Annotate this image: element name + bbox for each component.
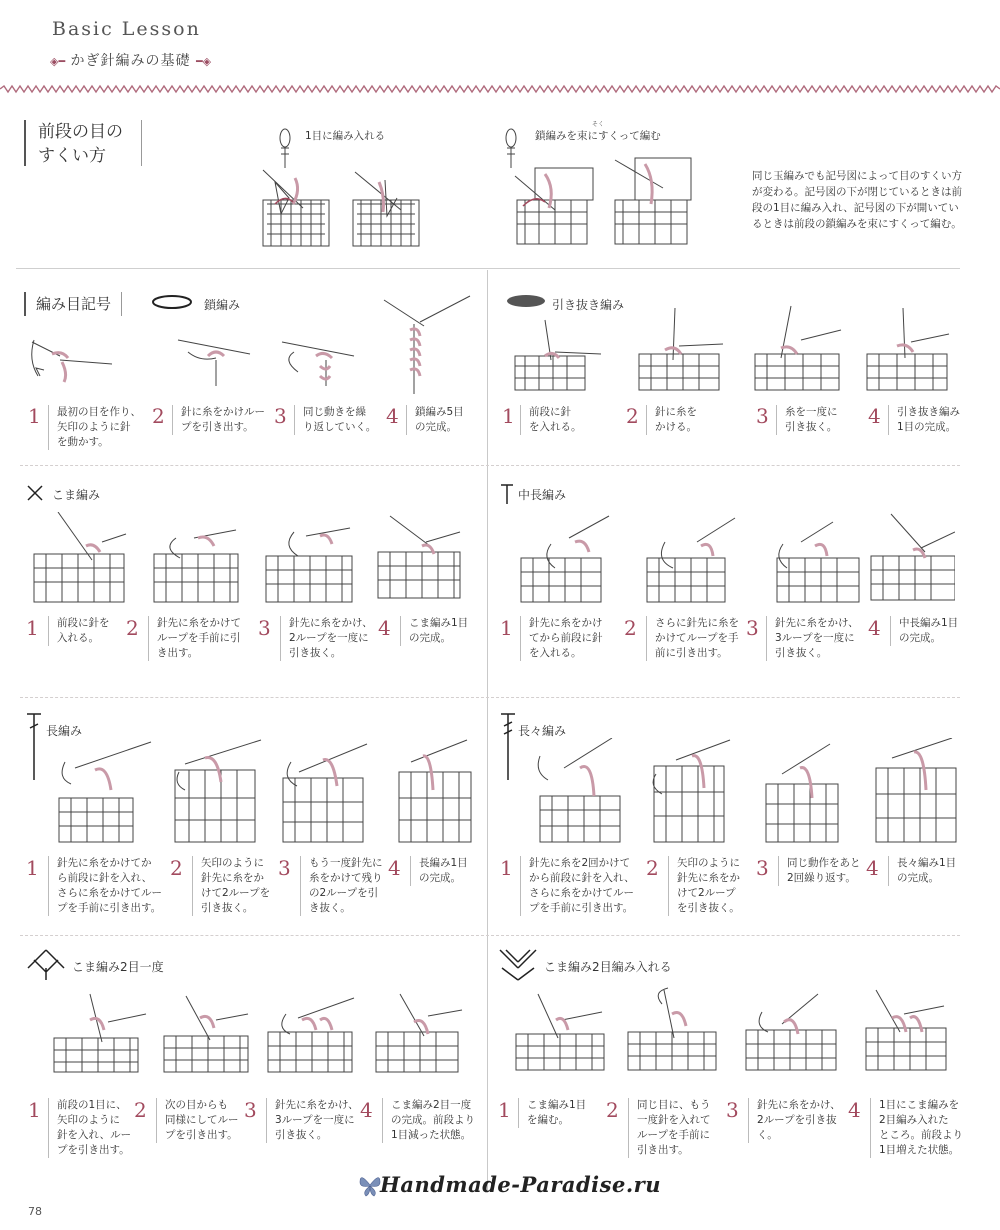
step-text (888, 856, 977, 886)
step-number: 1 (28, 1098, 41, 1122)
step-text (172, 405, 271, 435)
step-text (148, 616, 257, 661)
step-line: 1目減った状態。 (391, 1129, 472, 1141)
step-line: 引き抜く。 (275, 1129, 328, 1141)
step-line: けて2ループを (201, 887, 271, 899)
sc-increase-symbol-icon (498, 948, 538, 982)
step-number: 4 (360, 1098, 373, 1122)
section-title: こま編み2目一度 (72, 960, 164, 974)
step-number: 4 (386, 404, 399, 428)
watermark: Handmade-Paradise.ru (380, 1172, 661, 1197)
step-number: 4 (868, 616, 881, 640)
step-text (520, 405, 609, 435)
intro-caption-text: 鎖編みを束にすくって編む (535, 130, 661, 142)
section-title: 中長編み (518, 488, 567, 502)
intro-caption-chain-space (535, 128, 661, 143)
step-line: を編む。 (527, 1114, 569, 1126)
step-line: 針先に糸をかけ、 (289, 617, 373, 629)
step-text (668, 856, 757, 916)
step-line: 同じ動きを繰 (303, 406, 366, 418)
step-line: 引き抜く。 (201, 902, 254, 914)
step-text (518, 1098, 607, 1128)
double-crochet-illustrations (55, 738, 475, 846)
step-number: 2 (606, 1098, 619, 1122)
step-number: 3 (244, 1098, 257, 1122)
step-line: 次の目からも (165, 1099, 228, 1111)
step-line: 中長編み1目 (899, 617, 959, 629)
row-divider (20, 697, 960, 698)
step-line: こま編み1目 (527, 1099, 587, 1111)
step-line: 引き抜く。 (785, 421, 838, 433)
step-line: かける。 (655, 421, 697, 433)
page-number: 78 (28, 1205, 42, 1218)
step-line: ら前段に針を入れ、 (57, 872, 153, 884)
step-line: を引き抜く。 (677, 902, 740, 914)
slip-stitch-illustrations (505, 300, 955, 400)
step-line: プを引き出す。 (165, 1129, 238, 1141)
step-line: 引き抜く。 (289, 647, 342, 659)
step-number: 1 (28, 404, 41, 428)
step-line: 最初の目を作り、 (57, 406, 141, 418)
step-line: 一度針を入れて (637, 1114, 711, 1126)
step-text (48, 856, 171, 916)
step-line: けて2ループ (677, 887, 736, 899)
double-crochet-symbol-icon (26, 712, 42, 782)
step-number: 3 (756, 856, 769, 880)
step-number: 1 (500, 616, 513, 640)
step-text (748, 1098, 853, 1143)
step-line: 糸をかけて残り (309, 872, 383, 884)
step-number: 1 (500, 856, 513, 880)
step-line: 針先に糸をかけ、 (275, 1099, 359, 1111)
step-line: 針に糸をかけルー (181, 406, 265, 418)
step-text (48, 616, 137, 646)
step-text (646, 405, 735, 435)
step-line: 針先に糸をかけてか (57, 857, 152, 869)
step-number: 2 (152, 404, 165, 428)
intro-note-line: るときは前段の鎖編みを束にすくって編む。 (752, 218, 962, 230)
step-number: 3 (278, 856, 291, 880)
step-number: 2 (626, 404, 639, 428)
butterfly-icon (358, 1172, 382, 1198)
step-line: 同じ目に、もう (637, 1099, 711, 1111)
step-line: の2ループを引 (309, 887, 379, 899)
sc2tog-symbol-icon (26, 948, 66, 982)
step-line: き出す。 (157, 647, 199, 659)
step-line: の完成。 (409, 632, 451, 644)
step-text (778, 856, 871, 886)
step-line: プを引き出す。 (57, 1144, 130, 1156)
step-number: 4 (848, 1098, 861, 1122)
step-text (48, 405, 147, 450)
step-text (266, 1098, 367, 1143)
step-line: 2ループを引き抜く。 (757, 1114, 837, 1141)
step-text (776, 405, 865, 435)
step-line: さらに糸をかけてルー (529, 887, 634, 899)
intro-caption-one-stitch: 1目に編み入れる (305, 130, 386, 142)
step-line: てから前段に針 (529, 632, 603, 644)
step-text (410, 856, 489, 886)
step-line: 2目編み入れた (879, 1114, 949, 1126)
intro-title-line2: すくい方 (38, 146, 106, 166)
step-line: の完成。前段より (391, 1114, 475, 1126)
step-line: 針先に糸をかけて (157, 617, 241, 629)
step-line: 針先に糸をかけ (529, 617, 603, 629)
step-line: プを手前に引き出す。 (57, 902, 162, 914)
ornament-icon: ◈━ (50, 55, 66, 68)
step-line: 引き出す。 (637, 1144, 689, 1156)
intro-note (752, 168, 982, 232)
step-line: もう一度針先に (309, 857, 383, 869)
step-text (280, 616, 385, 661)
step-text (406, 405, 485, 435)
step-text (646, 616, 751, 661)
step-number: 2 (624, 616, 637, 640)
step-text (156, 1098, 247, 1143)
step-line: さらに針先に糸を (655, 617, 739, 629)
section-title: 長編み (46, 724, 83, 738)
step-line: を入れる。 (529, 647, 582, 659)
step-line: 針に糸を (655, 406, 697, 418)
intro-title-line1: 前段の目の (38, 122, 123, 142)
step-number: 2 (170, 856, 183, 880)
step-line: 長々編み1目 (897, 857, 957, 869)
step-line: 針先に糸をか (201, 872, 264, 884)
step-line: 糸を一度に (785, 406, 838, 418)
step-line: 針先に糸をかけ、 (775, 617, 859, 629)
step-text (520, 616, 621, 661)
step-line: から前段に針を入れ、 (529, 872, 635, 884)
step-number: 4 (868, 404, 881, 428)
row-divider (20, 465, 960, 466)
step-line: 鎖編み5目 (415, 406, 464, 418)
step-line: プを引き出す。 (181, 421, 254, 433)
step-text (628, 1098, 727, 1158)
step-text (192, 856, 281, 916)
step-line: り返していく。 (303, 421, 377, 433)
step-line: の完成。 (897, 872, 939, 884)
step-number: 3 (756, 404, 769, 428)
step-line: 前に引き出す。 (655, 647, 728, 659)
step-text (294, 405, 383, 435)
step-number: 2 (134, 1098, 147, 1122)
step-line: ところ。前段より (879, 1129, 963, 1141)
step-number: 3 (746, 616, 759, 640)
step-line: ループを手前に引 (157, 632, 241, 644)
step-text (300, 856, 393, 916)
section-title: 長々編み (518, 724, 567, 738)
step-text (766, 616, 871, 661)
section-title: 引き抜き編み (552, 298, 625, 312)
lesson-title: Basic Lesson (52, 18, 201, 40)
treble-crochet-illustrations (530, 738, 960, 846)
zigzag-divider (0, 84, 1000, 94)
step-line: 引き抜く。 (775, 647, 828, 659)
step-text (382, 1098, 487, 1143)
step-line: 長編み1目 (419, 857, 468, 869)
step-line: 矢印のように (677, 857, 740, 869)
step-line: 針先に糸を2回かけて (529, 857, 631, 869)
half-double-illustrations (515, 512, 955, 607)
step-text (400, 616, 489, 646)
step-number: 4 (866, 856, 879, 880)
sc-increase-illustrations (512, 984, 952, 1084)
step-line: 前段に針 (529, 406, 571, 418)
step-number: 3 (258, 616, 271, 640)
step-line: 1目の完成。 (897, 421, 957, 433)
step-line: 3ループを一度に (775, 632, 855, 644)
single-crochet-symbol-icon (26, 484, 44, 502)
step-line: の完成。 (419, 872, 461, 884)
step-line: かけてループを手 (655, 632, 739, 644)
step-line: 2ループを一度に (289, 632, 369, 644)
step-number: 1 (498, 1098, 511, 1122)
step-number: 3 (726, 1098, 739, 1122)
step-line: こま編み1目 (409, 617, 469, 629)
step-number: 4 (378, 616, 391, 640)
symbols-label: 編み目記号 (36, 295, 112, 313)
step-text (870, 1098, 975, 1158)
lesson-subtitle: かぎ針編みの基礎 (70, 53, 191, 69)
intro-note-line: 段の1目に編み入れ、記号図の下が開いてい (752, 202, 959, 214)
step-text (888, 405, 977, 435)
step-line: 前段の1目に、 (57, 1099, 127, 1111)
step-line: 針を入れ、ルー (57, 1129, 132, 1141)
step-text (890, 616, 979, 646)
step-line: 同様にしてルー (165, 1114, 239, 1126)
half-double-symbol-icon (500, 483, 514, 505)
step-line: の完成。 (415, 421, 457, 433)
ornament-icon: ━◈ (196, 55, 212, 68)
step-text (520, 856, 649, 916)
chain-illustrations (20, 290, 480, 400)
step-line: の完成。 (899, 632, 941, 644)
step-number: 2 (126, 616, 139, 640)
step-line: 1目増えた状態。 (879, 1144, 960, 1156)
step-number: 1 (26, 856, 39, 880)
row-divider (20, 935, 960, 936)
step-line: き抜く。 (309, 902, 351, 914)
section-divider (16, 268, 960, 269)
step-line: 入れる。 (57, 632, 99, 644)
step-line: 前段に針を (57, 617, 110, 629)
column-divider (487, 270, 488, 1190)
section-title: こま編み2目編み入れる (544, 960, 672, 974)
step-line: を動かす。 (57, 436, 109, 448)
intro-caption-ruby: そく (592, 121, 605, 128)
step-line: 3ループを一度に (275, 1114, 355, 1126)
step-line: さらに糸をかけてルー (57, 887, 162, 899)
step-line: 矢印のように (201, 857, 264, 869)
intro-title-box (24, 120, 142, 166)
single-crochet-illustrations (30, 512, 470, 607)
lesson-subtitle-row (50, 50, 211, 70)
step-line: 1目にこま編みを (879, 1099, 960, 1111)
treble-crochet-symbol-icon (500, 712, 516, 782)
step-number: 1 (26, 616, 39, 640)
step-line: 引き抜き編み (897, 406, 960, 418)
step-text (48, 1098, 139, 1158)
step-line: 針先に糸をかけ、 (757, 1099, 841, 1111)
step-line: 矢印のように (57, 1114, 120, 1126)
section-title: こま編み (52, 488, 101, 502)
step-line: 矢印のように針 (57, 421, 131, 433)
step-number: 3 (274, 404, 287, 428)
step-line: 2回繰り返す。 (787, 872, 856, 884)
intro-note-line: が変わる。記号図の下が閉じているときは前 (752, 186, 962, 198)
step-line: 同じ動作をあと (787, 857, 861, 869)
sc2tog-illustrations (50, 990, 470, 1085)
section-title: 鎖編み (204, 298, 241, 312)
step-line: を入れる。 (529, 421, 582, 433)
step-number: 4 (388, 856, 401, 880)
step-line: こま編み2目一度 (391, 1099, 472, 1111)
step-number: 1 (502, 404, 515, 428)
step-line: 針先に糸をか (677, 872, 740, 884)
step-line: ループを手前に (637, 1129, 710, 1141)
step-line: プを手前に引き出す。 (529, 902, 634, 914)
intro-note-line: 同じ玉編みでも記号図によって目のすくい方 (752, 170, 962, 182)
step-number: 2 (646, 856, 659, 880)
